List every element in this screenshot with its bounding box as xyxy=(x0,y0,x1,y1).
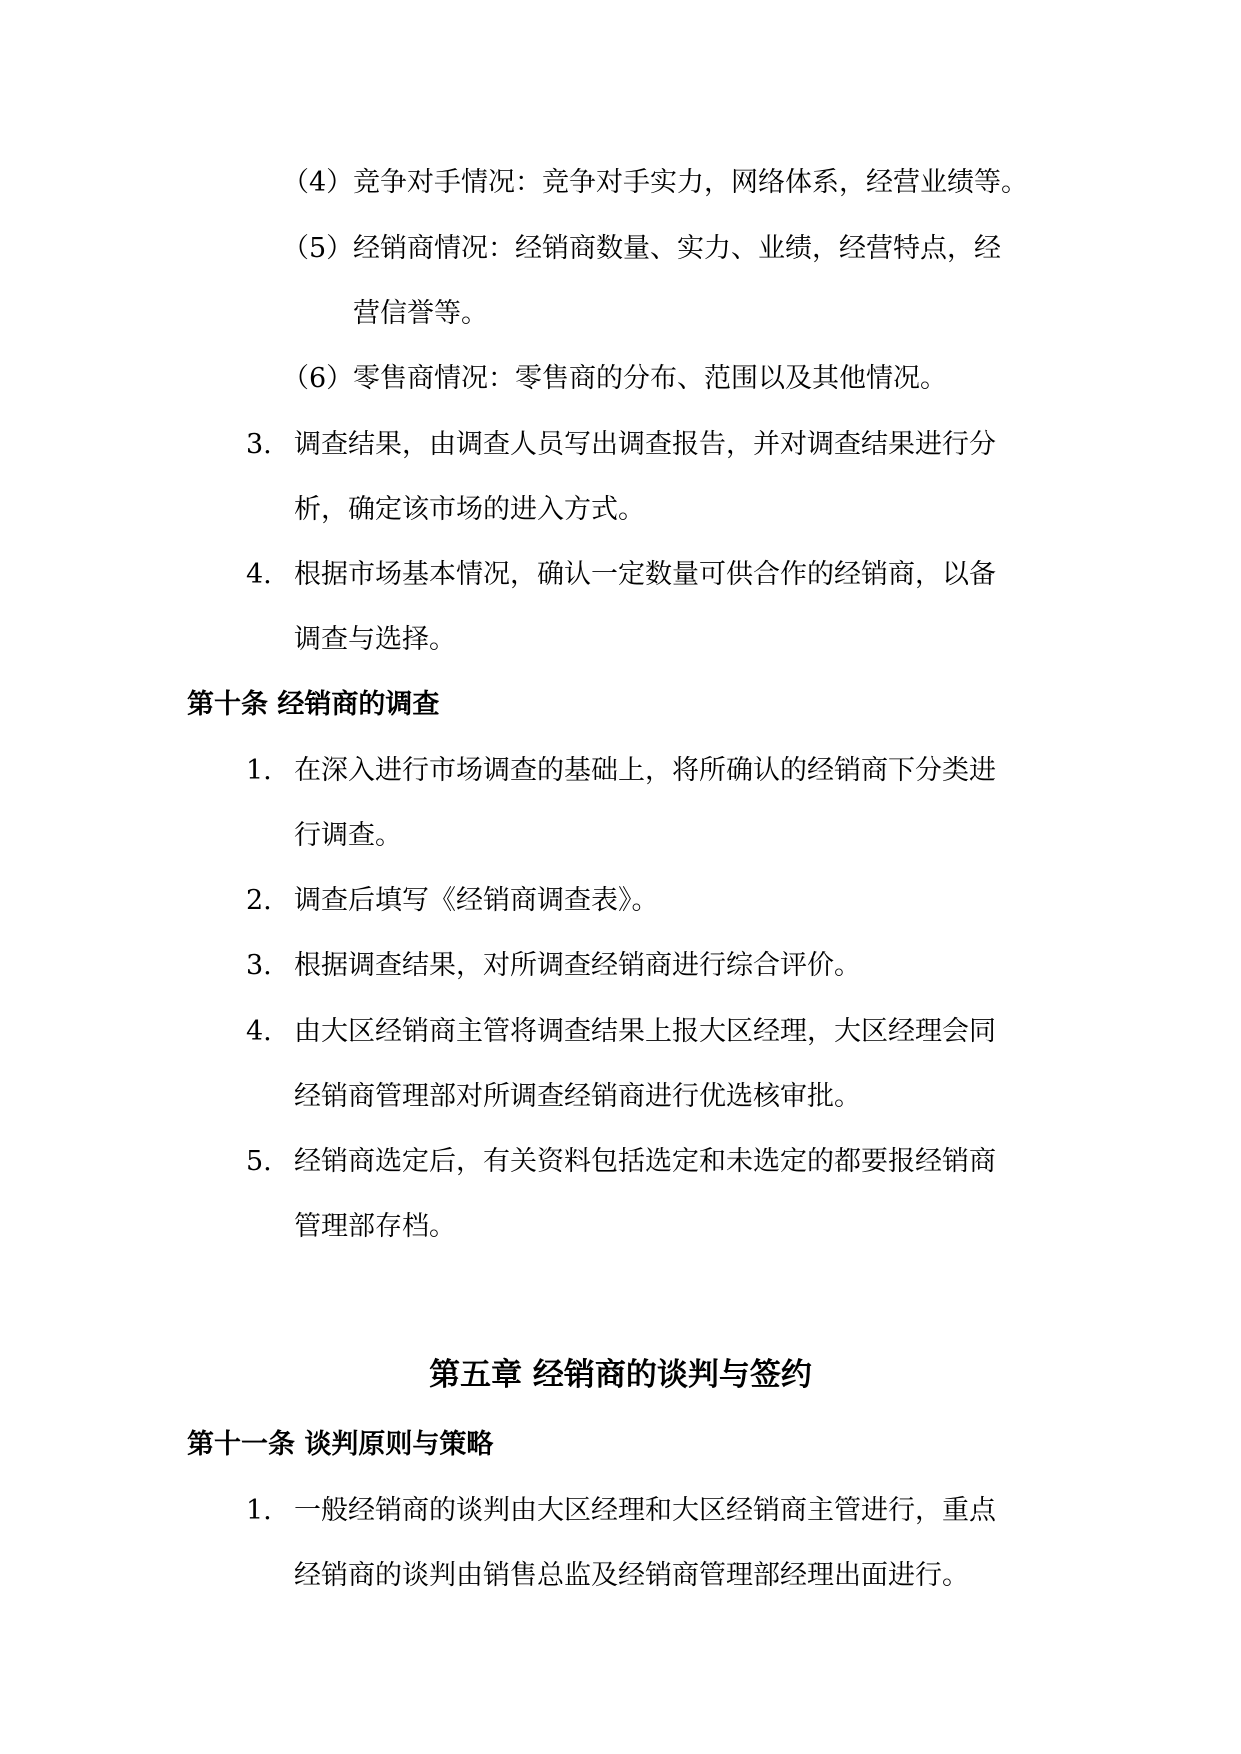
list-item-number: 2. xyxy=(246,885,272,916)
sub-item-continuation-text: 营信誉等。 xyxy=(353,298,488,329)
sub-item-number: （4） xyxy=(282,167,354,198)
list-item-text: 根据调查结果，对所调查经销商进行综合评价。 xyxy=(294,950,861,981)
list-item-continuation-text: 调查与选择。 xyxy=(294,624,456,655)
list-item-text: 调查结果，由调查人员写出调查报告，并对调查结果进行分 xyxy=(294,429,996,460)
list-item-text: 调查后填写《经销商调查表》。 xyxy=(294,885,659,916)
list-item-number: 3. xyxy=(246,950,272,981)
list-item-number: 1. xyxy=(246,1495,272,1526)
list-item-continuation-text: 管理部存档。 xyxy=(294,1211,456,1242)
list-item-number: 3. xyxy=(246,429,272,460)
list-item-continuation-text: 经销商管理部对所调查经销商进行优选核审批。 xyxy=(294,1081,861,1112)
list-item-continuation-text: 经销商的谈判由销售总监及经销商管理部经理出面进行。 xyxy=(294,1560,969,1591)
chapter-heading: 第五章 经销商的谈判与签约 xyxy=(429,1357,812,1393)
list-item-continuation-text: 行调查。 xyxy=(294,820,402,851)
list-item-text: 一般经销商的谈判由大区经理和大区经销商主管进行，重点 xyxy=(294,1495,996,1526)
list-item-number: 4. xyxy=(246,559,272,590)
article-title: 第十一条 谈判原则与策略 xyxy=(187,1429,494,1460)
list-item-number: 5. xyxy=(246,1146,272,1177)
sub-item-text: 零售商情况：零售商的分布、范围以及其他情况。 xyxy=(353,363,947,394)
list-item-number: 4. xyxy=(246,1016,272,1047)
sub-item-number: （5） xyxy=(282,233,354,264)
sub-item-number: （6） xyxy=(282,363,354,394)
list-item-text: 根据市场基本情况，确认一定数量可供合作的经销商，以备 xyxy=(294,559,996,590)
list-item-continuation-text: 析，确定该市场的进入方式。 xyxy=(294,494,645,525)
list-item-text: 经销商选定后，有关资料包括选定和未选定的都要报经销商 xyxy=(294,1146,996,1177)
list-item-text: 由大区经销商主管将调查结果上报大区经理，大区经理会同 xyxy=(294,1016,996,1047)
list-item-number: 1. xyxy=(246,755,272,786)
sub-item-text: 竞争对手情况：竞争对手实力，网络体系，经营业绩等。 xyxy=(353,167,1028,198)
article-title: 第十条 经销商的调查 xyxy=(187,689,440,720)
list-item-text: 在深入进行市场调查的基础上，将所确认的经销商下分类进 xyxy=(294,755,996,786)
sub-item-text: 经销商情况：经销商数量、实力、业绩，经营特点，经 xyxy=(353,233,1001,264)
